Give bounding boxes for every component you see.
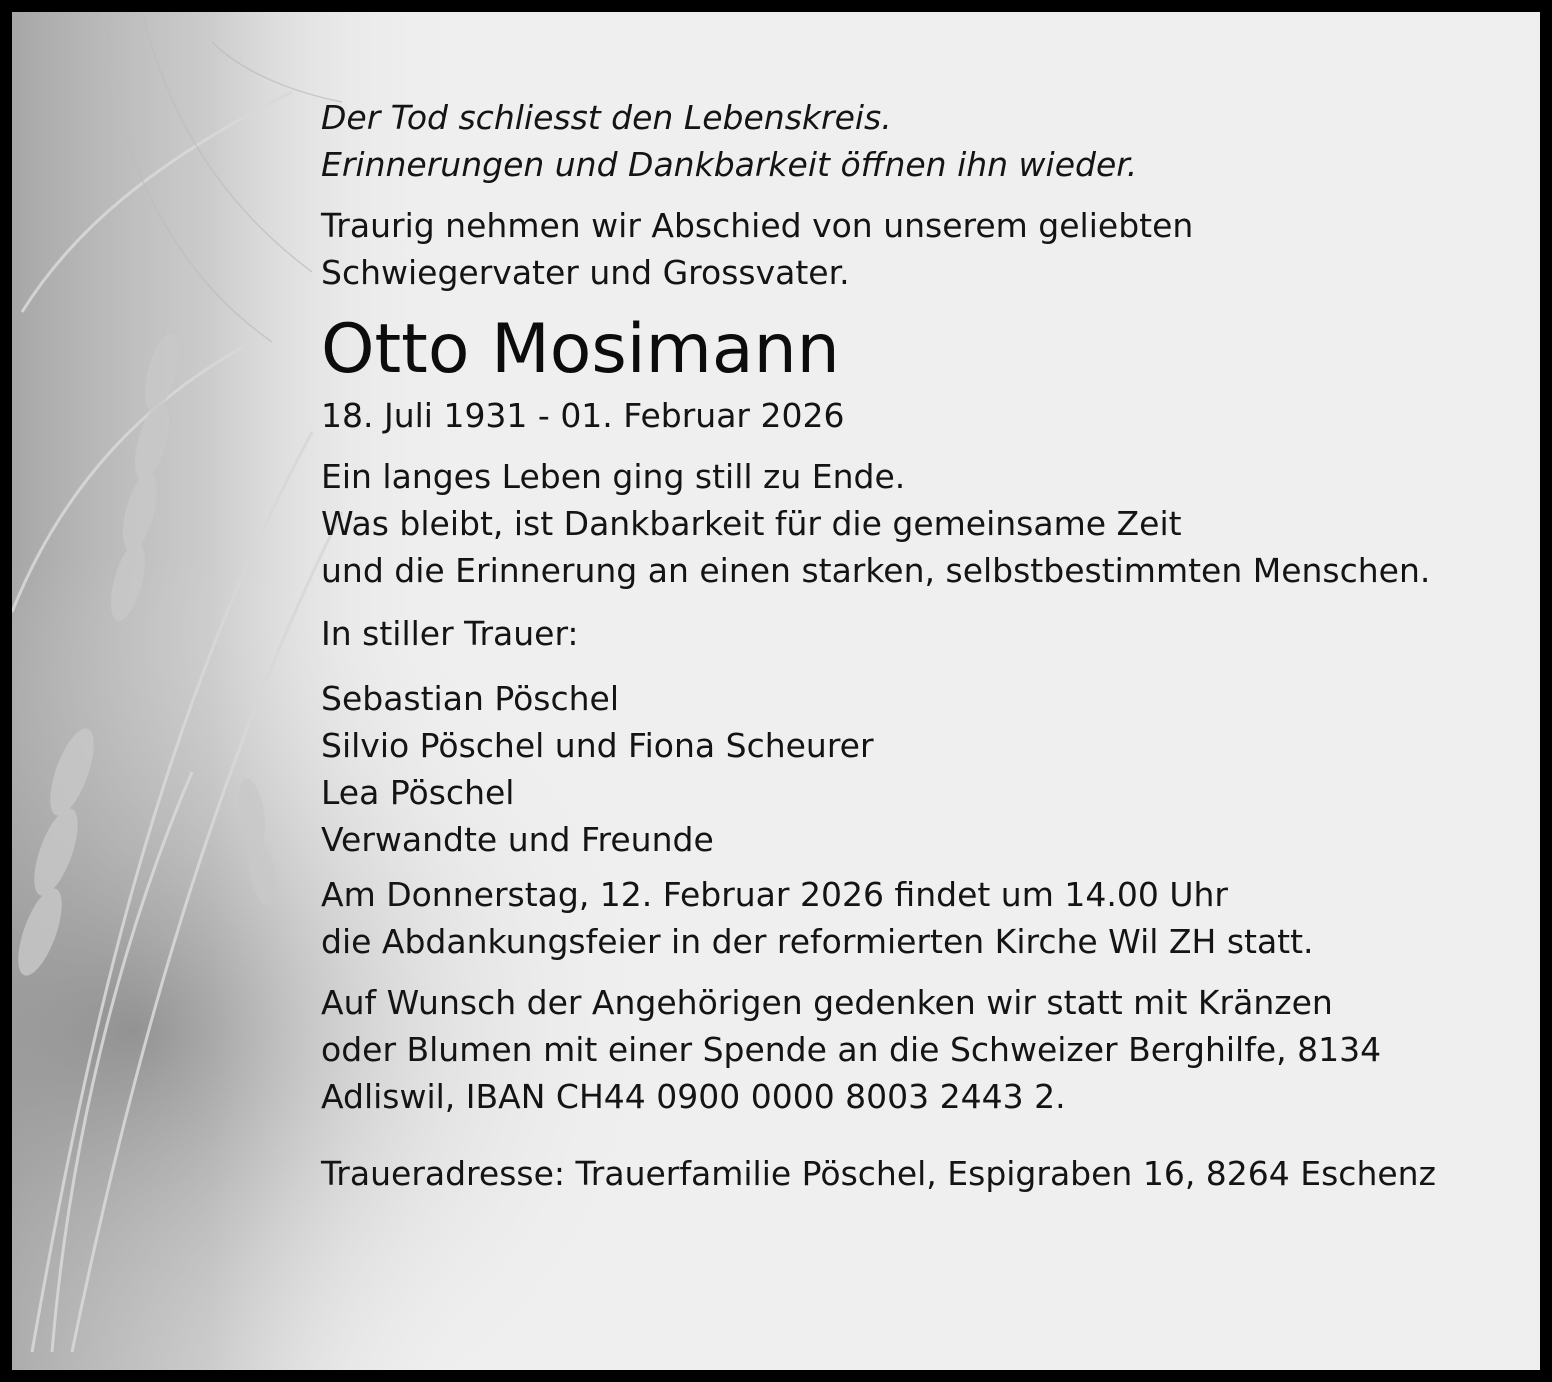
life-dates: 18. Juli 1931 - 01. Februar 2026 [321,396,845,435]
mourning-heading-block [321,610,1521,657]
mourning-address: Traueradresse: Trauerfamilie Pöschel, Espigraben 16, 8264 Eschenz [321,1154,1436,1193]
donation-line: oder Blumen mit einer Spende an die Schweizer Berghilfe, 8134 [321,1030,1382,1069]
tribute-line: Was bleibt, ist Dankbarkeit für die gemeinsame Zeit [321,504,1182,543]
mourner: Verwandte und Freunde [321,820,714,859]
mourning-heading: In stiller Trauer: [321,614,579,653]
address-block [321,1150,1521,1197]
motto [321,94,1521,188]
mourner: Lea Pöschel [321,773,515,812]
donation-line: Adliswil, IBAN CH44 0900 0000 8003 2443 2. [321,1077,1066,1116]
donation-line: Auf Wunsch der Angehörigen gedenken wir statt mit Kränzen [321,983,1333,1022]
intro [321,202,1521,296]
mourners-list [321,675,1521,863]
tribute-line: Ein langes Leben ging still zu Ende. [321,457,906,496]
obituary-text [321,94,1521,1197]
deceased-name: Otto Mosimann [321,310,840,389]
donation-info [321,979,1521,1120]
service-line: Am Donnerstag, 12. Februar 2026 findet um 14.00 Uhr [321,875,1228,914]
intro-line: Traurig nehmen wir Abschied von unserem geliebten [321,206,1194,245]
intro-line: Schwiegervater und Grossvater. [321,253,850,292]
service-line: die Abdankungsfeier in der reformierten Kirche Wil ZH statt. [321,922,1314,961]
motto-line: Erinnerungen und Dankbarkeit öffnen ihn wieder. [321,145,1138,184]
motto-line: Der Tod schliesst den Lebenskreis. [321,98,892,137]
tribute [321,453,1521,594]
service-info [321,871,1521,965]
mourner: Silvio Pöschel und Fiona Scheurer [321,726,874,765]
tribute-line: und die Erinnerung an einen starken, selbstbestimmten Menschen. [321,551,1431,590]
mourner: Sebastian Pöschel [321,679,619,718]
